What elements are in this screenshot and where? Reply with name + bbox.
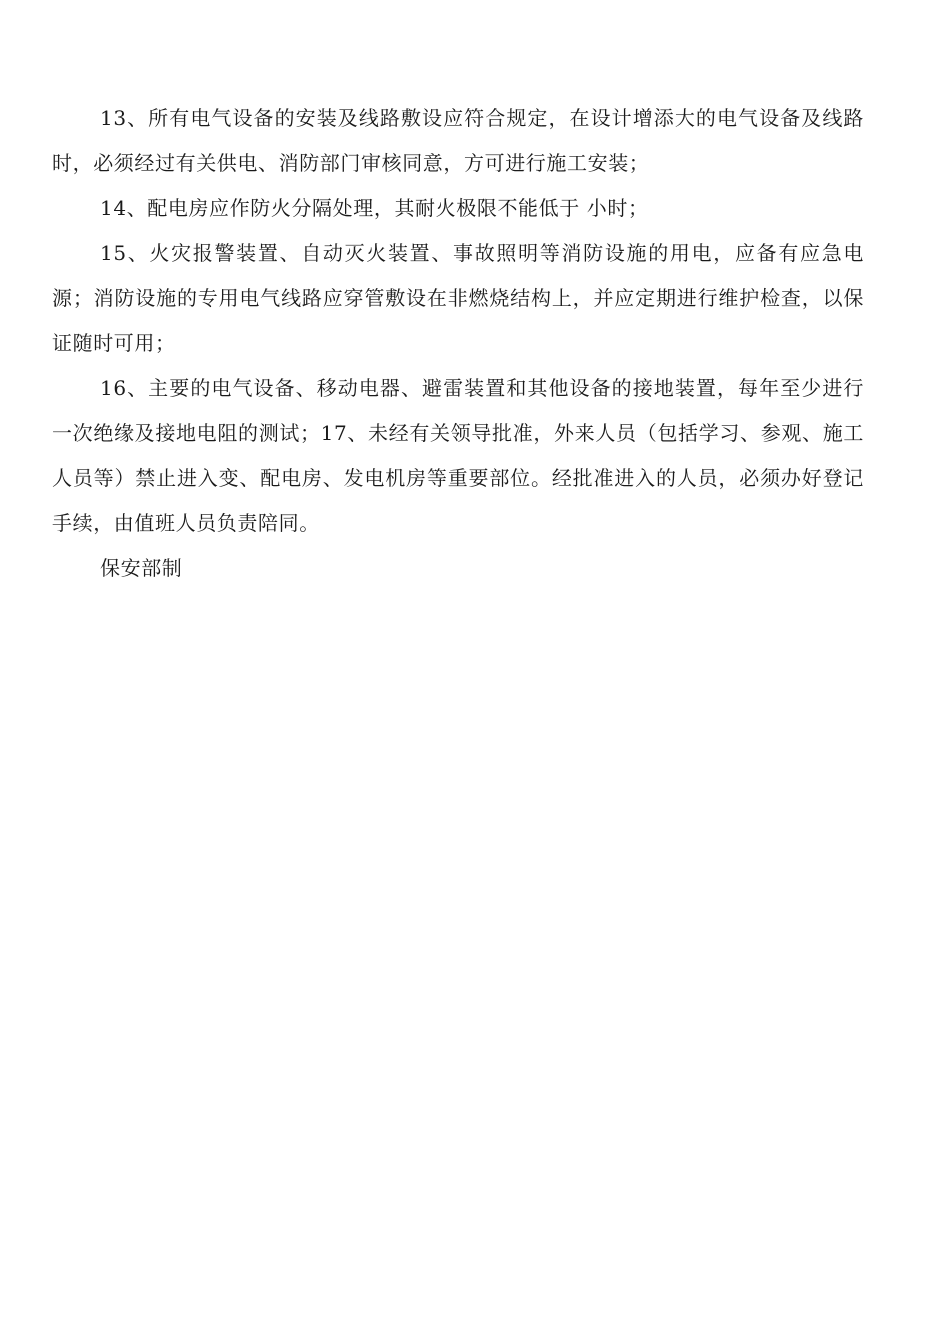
paragraph-16-17: 16、主要的电气设备、移动电器、避雷装置和其他设备的接地装置，每年至少进行一次绝缘及接地电阻的测试；17、未经有关领导批准，外来人员（包括学习、参观、施工人员等）禁止进入变、配电房、发电机房等重要部位。经批准进入的人员，必须办好登记手续，由值班人员负责陪同。	[52, 376, 864, 535]
paragraph-14: 14、配电房应作防火分隔处理，其耐火极限不能低于 小时；	[100, 196, 649, 220]
document-page	[52, 96, 864, 591]
paragraph-15: 15、火灾报警装置、自动灭火装置、事故照明等消防设施的用电，应备有应急电源；消防设施的专用电气线路应穿管敷设在非燃烧结构上，并应定期进行维护检查，以保证随时可用；	[52, 241, 864, 355]
paragraph-13: 13、所有电气设备的安装及线路敷设应符合规定，在设计增添大的电气设备及线路时，必须经过有关供电、消防部门审核同意，方可进行施工安装；	[52, 106, 864, 175]
signature: 保安部制	[100, 556, 183, 580]
